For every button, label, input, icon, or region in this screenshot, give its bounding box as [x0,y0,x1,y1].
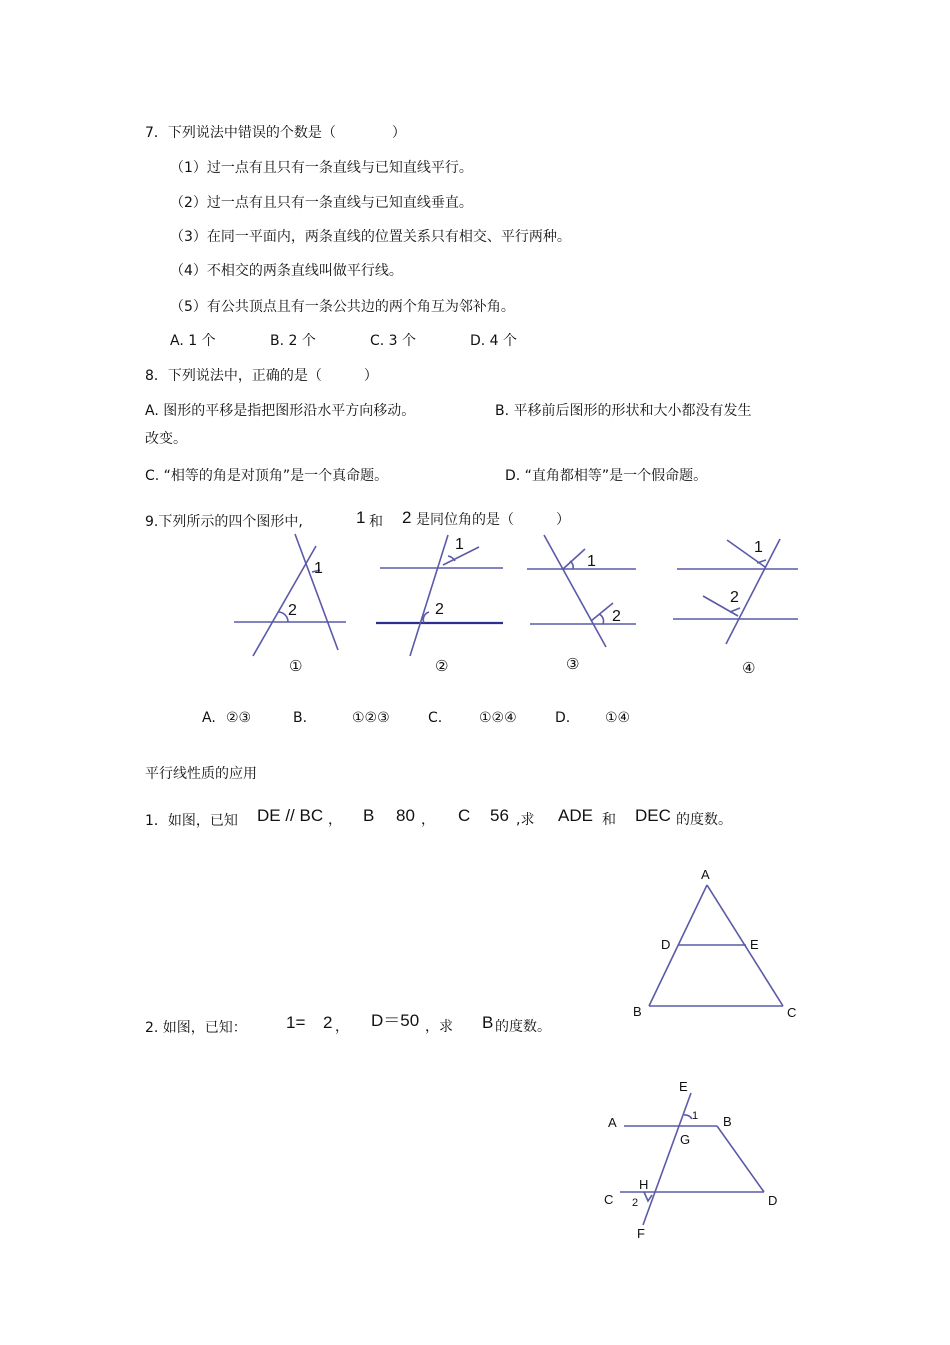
q9-fig4-angle2: 2 [730,589,739,606]
q9-fig-label-2: ② [435,657,449,675]
p1-b-value: 80 [396,806,415,825]
q7-item-1: （1）过一点有且只有一条直线与已知直线平行。 [170,160,473,176]
p1-comma2: ， [421,812,435,828]
q9-fig-label-4: ④ [742,659,756,677]
p2-label-f: F [637,1226,645,1241]
p2-label-g: G [680,1132,691,1147]
p1-label-c: C [787,1005,797,1020]
p2-label-c: C [604,1192,614,1207]
q9-option-d-value: ①④ [605,710,631,726]
q7-item-2: （2）过一点有且只有一条直线与已知直线垂直。 [170,195,473,211]
q9-option-c-value: ①②④ [479,710,517,726]
q9-num1: 1 [356,508,366,527]
p1-expr-de-bc: DE // BC [257,806,324,825]
section-title: 平行线性质的应用 [145,766,257,782]
p2-angle-2: 2 [632,1197,639,1209]
p2-label-d: D [768,1193,778,1208]
p1-comma1: ， [328,812,342,828]
q9-fig-label-1: ① [289,657,303,675]
p1-qiu: ,求 [516,812,535,828]
q9-option-c-letter: C. [428,710,443,726]
q9-figure-3 [525,530,640,655]
q9-fig2-angle2: 2 [435,601,444,618]
p2-comma2: ，求 [425,1019,453,1035]
p2-label-h: H [639,1177,649,1192]
q7-item-4: （4）不相交的两条直线叫做平行线。 [170,263,403,279]
q9-he: 和 [369,514,383,530]
q8-option-d: D. “直角都相等”是一个假命题。 [505,468,708,484]
q7-item-3: （3）在同一平面内，两条直线的位置关系只有相交、平行两种。 [170,229,571,245]
q9-option-b-letter: B. [293,710,308,726]
q9-fig1-angle2: 2 [288,602,297,619]
q9-fig4-angle1: 1 [754,539,763,556]
p2-trapezoid-figure [600,1085,800,1245]
q8-option-b-cont: 改变。 [145,431,187,447]
p1-label-e: E [750,937,759,952]
p2-b: B [482,1013,494,1032]
p1-ade: ADE [558,806,593,825]
q9-num2: 2 [402,508,412,527]
p2-expr1: 1= [286,1013,306,1032]
p1-he: 和 [602,812,616,828]
q8-option-c: C. “相等的角是对顶角”是一个真命题。 [145,468,389,484]
p1-c: C [458,806,471,825]
q9-fig-label-3: ③ [566,655,580,673]
q9-stem-b: 是同位角的是（ ） [416,512,570,528]
q9-figure-1 [230,532,360,657]
q9-option-d-letter: D. [555,710,571,726]
p1-suffix: 的度数。 [676,812,732,828]
q9-fig3-angle1: 1 [587,553,596,570]
q7-option-a: A. 1 个 [170,333,216,349]
q9-figure-4 [672,530,802,655]
p2-comma1: ， [335,1019,349,1035]
q9-option-a-letter: A. [202,710,216,726]
q8-option-b: B. 平移前后图形的形状和大小都没有发生 [495,403,752,419]
q7-option-b: B. 2 个 [270,333,316,349]
q7-option-c: C. 3 个 [370,333,417,349]
q9-fig2-angle1: 1 [455,536,464,553]
q8-option-a: A. 图形的平移是指把图形沿水平方向移动。 [145,403,416,419]
p2-expr2: 2 [323,1013,333,1032]
p1-label-a: A [701,867,710,882]
q9-figure-2 [375,532,505,657]
q9-fig3-angle2: 2 [612,608,621,625]
q9-option-a-value: ②③ [226,710,252,726]
p1-label-b: B [633,1004,642,1019]
q8-stem: 8．下列说法中，正确的是（ ） [145,368,378,384]
q7-stem: 7．下列说法中错误的个数是（ ） [145,125,406,141]
p1-b: B [363,806,375,825]
p1-dec: DEC [635,806,671,825]
p1-prefix: 1．如图，已知 [145,813,238,829]
p2-label-b: B [723,1114,732,1129]
p2-angle-1: 1 [692,1110,699,1122]
q7-item-5: （5）有公共顶点且有一条公共边的两个角互为邻补角。 [170,299,515,315]
p1-triangle-figure [630,865,800,1025]
p2-prefix: 2. 如图，已知： [145,1020,247,1036]
q7-option-d: D. 4 个 [470,333,518,349]
p2-label-e: E [679,1079,688,1094]
p2-label-a: A [608,1115,617,1130]
q9-stem-a: 9.下列所示的四个图形中, [145,514,303,530]
p2-expr3: D＝50 [371,1011,420,1030]
q9-option-b-value: ①②③ [352,710,390,726]
p1-c-value: 56 [490,806,509,825]
p2-suffix: 的度数。 [495,1019,551,1035]
q9-fig1-angle1: 1 [314,560,323,577]
p1-label-d: D [661,937,671,952]
